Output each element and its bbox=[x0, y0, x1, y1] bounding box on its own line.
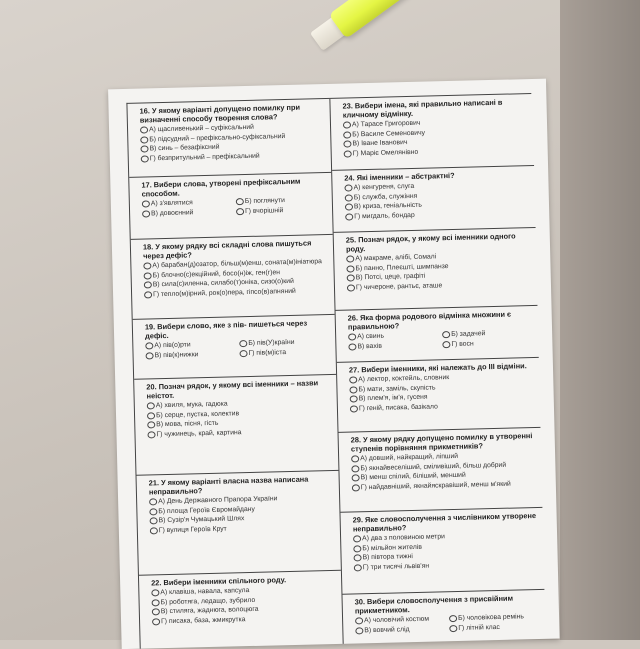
answer-bubble-icon[interactable] bbox=[348, 334, 356, 341]
answer-bubble-icon[interactable] bbox=[239, 340, 247, 347]
answer-option[interactable] bbox=[236, 205, 328, 217]
answer-bubble-icon[interactable] bbox=[353, 536, 361, 543]
answer-bubble-icon[interactable] bbox=[344, 150, 352, 157]
answer-option-label: Г) літній клас bbox=[458, 623, 500, 632]
answer-option-label: А) свинь bbox=[357, 332, 385, 341]
answer-option-label: Г) чужинець, край, картина bbox=[156, 428, 242, 439]
question-text: 17. Вибери слова, утворені префіксальним способом. bbox=[141, 176, 301, 199]
answer-option-label: Б) мати, заміль, скупість bbox=[358, 384, 436, 393]
answer-bubble-icon[interactable] bbox=[347, 275, 355, 282]
answer-bubble-icon[interactable] bbox=[146, 352, 154, 359]
answer-bubble-icon[interactable] bbox=[147, 412, 155, 419]
answer-option-label: В) вахів bbox=[357, 342, 383, 350]
answer-option-label: А) барабан(д)озатор, більш(м)енш, соната(м)ініатюра bbox=[152, 258, 322, 270]
answer-option-label: В) Сузір'я Чумацький Шлях bbox=[158, 515, 245, 525]
answer-option-label: А) макраме, алібі, Сомалі bbox=[355, 253, 437, 263]
answer-option-label: А) лектор, коктейль, словник bbox=[358, 374, 450, 384]
answer-options bbox=[349, 371, 536, 414]
answer-options bbox=[142, 195, 328, 219]
answer-bubble-icon[interactable] bbox=[345, 194, 353, 201]
answer-bubble-icon[interactable] bbox=[345, 213, 353, 220]
answer-options bbox=[147, 397, 334, 440]
answer-bubble-icon[interactable] bbox=[149, 499, 157, 506]
answer-options bbox=[140, 121, 327, 164]
question-grid bbox=[126, 93, 545, 649]
answer-bubble-icon[interactable] bbox=[442, 331, 450, 338]
answer-bubble-icon[interactable] bbox=[354, 564, 362, 571]
answer-bubble-icon[interactable] bbox=[142, 201, 150, 208]
answer-bubble-icon[interactable] bbox=[142, 210, 150, 217]
answer-option-label: В) синь – безафіксний bbox=[149, 143, 220, 153]
answer-option-label: Г) безпритульний – префіксальний bbox=[149, 152, 260, 163]
question-block bbox=[133, 315, 336, 380]
answer-bubble-icon[interactable] bbox=[343, 141, 351, 148]
answer-option-label: Б) площа Героїв Євромайдану bbox=[158, 505, 255, 515]
question-block bbox=[131, 235, 335, 320]
answer-bubble-icon[interactable] bbox=[147, 422, 155, 429]
question-text: 21. У якому варіанті власна назва написана неправильно? bbox=[148, 474, 309, 497]
answer-option-label: Г) восн bbox=[451, 340, 474, 348]
answer-option[interactable] bbox=[239, 347, 331, 359]
answer-option-label: А) чоловічий костюм bbox=[364, 615, 430, 625]
answer-bubble-icon[interactable] bbox=[349, 386, 357, 393]
answer-option[interactable] bbox=[142, 207, 234, 219]
answer-options bbox=[353, 530, 540, 573]
question-block bbox=[339, 428, 543, 513]
answer-option-label: В) сила(с)иленна, силабо(т)оніка, сизо(о)кий bbox=[152, 278, 294, 289]
answer-option-label: Г) геній, писака, базікало bbox=[358, 403, 438, 413]
answer-bubble-icon[interactable] bbox=[152, 609, 160, 616]
answer-options bbox=[351, 450, 538, 493]
answer-bubble-icon[interactable] bbox=[147, 403, 155, 410]
question-block bbox=[139, 571, 343, 649]
answer-bubble-icon[interactable] bbox=[144, 282, 152, 289]
answer-option-label: Б) служба, служіння bbox=[353, 192, 418, 201]
answer-option-label: Г) пів(м)іста bbox=[248, 348, 287, 357]
answer-option-label: А) Тарасе Григорович bbox=[351, 119, 421, 129]
answer-bubble-icon[interactable] bbox=[144, 291, 152, 298]
answer-option-label: В) півтора тижні bbox=[362, 553, 413, 562]
answer-option-label: В) криза, геніальність bbox=[353, 201, 422, 211]
answer-option[interactable] bbox=[442, 338, 534, 350]
answer-bubble-icon[interactable] bbox=[350, 405, 358, 412]
answer-option-label: Б) мільйон жителів bbox=[362, 543, 422, 552]
answer-bubble-icon[interactable] bbox=[353, 545, 361, 552]
answer-bubble-icon[interactable] bbox=[140, 136, 148, 143]
answer-bubble-icon[interactable] bbox=[345, 204, 353, 211]
answer-options bbox=[149, 493, 336, 536]
question-block bbox=[340, 508, 544, 595]
answer-option-label: В) Потсі, цеце, графіті bbox=[355, 272, 426, 282]
question-text: 16. У якому варіанті допущено помилку при визначенні способу творення слова? bbox=[139, 102, 301, 125]
answer-option-label: В) стиляга, жаднюга, волоцюга bbox=[160, 606, 259, 616]
answer-bubble-icon[interactable] bbox=[350, 396, 358, 403]
answer-bubble-icon[interactable] bbox=[348, 343, 356, 350]
answer-options bbox=[346, 250, 533, 293]
question-text: 28. У якому рядку допущено помилку в утворенні ступенів порівняння прикметників? bbox=[350, 431, 533, 454]
answer-option-label: Г) тепло(м)ірний, рок(о)пера, гіпсо(в)апняний bbox=[153, 287, 296, 299]
answer-bubble-icon[interactable] bbox=[346, 256, 354, 263]
answer-option-label: Б) панно, Плеєшті, шимпанзе bbox=[355, 262, 449, 272]
answer-bubble-icon[interactable] bbox=[442, 341, 450, 348]
answer-option-label: Б) задачей bbox=[451, 330, 486, 339]
answer-option-label: Г) три тисячі львів'ян bbox=[362, 562, 430, 572]
question-block bbox=[342, 590, 546, 649]
answer-option-label: А) кенгуреня, слуга bbox=[353, 182, 415, 192]
answer-bubble-icon[interactable] bbox=[343, 131, 351, 138]
answer-option-label: Б) серце, пустка, колектив bbox=[155, 409, 240, 419]
answer-option-label: А) День Державного Прапора України bbox=[158, 495, 278, 506]
answer-bubble-icon[interactable] bbox=[355, 618, 363, 625]
answer-bubble-icon[interactable] bbox=[347, 284, 355, 291]
question-block bbox=[332, 166, 535, 233]
answer-bubble-icon[interactable] bbox=[355, 627, 363, 634]
answer-option-label: В) Іване Іванович bbox=[352, 139, 408, 148]
question-text: 23. Вибери імена, які правильно написані в кличному відмінку. bbox=[342, 97, 503, 120]
answer-option-label: А) з'являтися bbox=[150, 199, 193, 208]
answer-option-label: В) мова, пісня, гість bbox=[156, 419, 219, 429]
answer-option-label: Б) роботяга, ледащо, зубрило bbox=[160, 596, 256, 606]
question-text: 18. У якому рядку всі складні слова пишуться через дефіс? bbox=[142, 238, 312, 261]
answer-option-label: В) вовчий слід bbox=[364, 625, 410, 634]
answer-options bbox=[344, 179, 531, 222]
answer-options bbox=[348, 328, 534, 352]
answer-option-label: В) довоєнний bbox=[151, 208, 194, 217]
answer-option[interactable] bbox=[348, 340, 440, 352]
answer-bubble-icon[interactable] bbox=[150, 527, 158, 534]
answer-bubble-icon[interactable] bbox=[449, 615, 457, 622]
answer-bubble-icon[interactable] bbox=[149, 508, 157, 515]
question-block bbox=[330, 94, 534, 171]
question-block bbox=[337, 358, 541, 433]
background-wall bbox=[560, 0, 640, 640]
question-text: 26. Яка форма родового відмінка множини є правильною? bbox=[347, 309, 512, 332]
answer-bubble-icon[interactable] bbox=[147, 431, 155, 438]
answer-option-label: Г) Маріє Омелянівно bbox=[352, 148, 419, 158]
answer-option-label: Б) підсудний – префіксально-суфіксальний bbox=[149, 132, 286, 143]
question-text: 24. Які іменники – абстрактні? bbox=[344, 170, 455, 183]
answer-bubble-icon[interactable] bbox=[354, 555, 362, 562]
answer-bubble-icon[interactable] bbox=[143, 263, 151, 270]
question-block bbox=[137, 471, 341, 576]
answer-bubble-icon[interactable] bbox=[144, 272, 152, 279]
answer-option-label: Б) якнайвеселіший, сміливіший, більш добрий bbox=[360, 461, 507, 472]
answer-bubble-icon[interactable] bbox=[150, 518, 158, 525]
answer-option-label: Б) чоловікова ремінь bbox=[458, 613, 524, 622]
answer-options bbox=[151, 584, 338, 627]
answer-option-label: А) хвиля, мука, гадюка bbox=[155, 400, 228, 410]
question-text: 30. Вибери словосполучення з присвійним прикметником. bbox=[354, 593, 514, 616]
question-text: 19. Вибери слово, яке з пів- пишеться через дефіс. bbox=[144, 318, 308, 341]
answer-option-label: Г) писака, база, жмикрутка bbox=[160, 615, 246, 625]
left-column bbox=[127, 99, 343, 649]
answer-option-label: Г) чичероне, рантьє, аташе bbox=[355, 282, 443, 292]
answer-option-label: А) клавіша, навала, капсула bbox=[160, 587, 250, 597]
answer-option[interactable] bbox=[145, 349, 237, 361]
test-sheet bbox=[108, 79, 560, 649]
question-block bbox=[129, 173, 332, 240]
answer-bubble-icon[interactable] bbox=[239, 350, 247, 357]
question-block bbox=[336, 306, 539, 363]
answer-bubble-icon[interactable] bbox=[346, 265, 354, 272]
question-text: 27. Вибери іменники, які належать до ІІІ відміни. bbox=[348, 361, 527, 375]
question-block bbox=[127, 99, 331, 178]
answer-bubble-icon[interactable] bbox=[344, 185, 352, 192]
answer-bubble-icon[interactable] bbox=[343, 122, 351, 129]
answer-option-label: В) пів(к)нижки bbox=[154, 350, 199, 359]
answer-option-label: В) плем'я, ім'я, гусеня bbox=[358, 393, 428, 403]
question-block bbox=[134, 375, 338, 476]
right-column bbox=[329, 94, 546, 649]
answer-bubble-icon[interactable] bbox=[349, 377, 357, 384]
answer-options bbox=[343, 116, 530, 159]
answer-bubble-icon[interactable] bbox=[236, 198, 244, 205]
answer-option-label: Б) Василе Семеновичу bbox=[352, 129, 426, 138]
question-text: 29. Яке словосполучення з числівником утворене неправильно? bbox=[352, 511, 537, 534]
answer-options bbox=[145, 337, 331, 361]
answer-options bbox=[355, 612, 541, 636]
answer-bubble-icon[interactable] bbox=[145, 343, 153, 350]
answer-bubble-icon[interactable] bbox=[351, 456, 359, 463]
answer-bubble-icon[interactable] bbox=[140, 146, 148, 153]
question-text: 20. Познач рядок, у якому всі іменники – назви неістот. bbox=[146, 378, 319, 401]
answer-bubble-icon[interactable] bbox=[351, 465, 359, 472]
question-block bbox=[334, 228, 538, 311]
answer-bubble-icon[interactable] bbox=[449, 625, 457, 632]
answer-bubble-icon[interactable] bbox=[352, 484, 360, 491]
answer-bubble-icon[interactable] bbox=[352, 475, 360, 482]
question-text: 25. Познач рядок, у якому всі іменники одного роду. bbox=[345, 231, 516, 254]
answer-options bbox=[143, 257, 330, 300]
answer-option[interactable] bbox=[355, 624, 447, 636]
answer-option-label: Б) поглянути bbox=[244, 197, 286, 206]
answer-option-label: Г) найдавніший, якнайяскравіший, менш м'який bbox=[360, 480, 511, 492]
answer-bubble-icon[interactable] bbox=[152, 618, 160, 625]
answer-option-label: В) менш спілий, біліший, менший bbox=[360, 471, 466, 482]
answer-option-label: Г) вчорішній bbox=[244, 206, 284, 215]
answer-bubble-icon[interactable] bbox=[140, 127, 148, 134]
answer-option-label: Г) мигдаль, бондар bbox=[354, 211, 415, 221]
answer-option-label: А) два з половиною метри bbox=[362, 533, 446, 543]
answer-bubble-icon[interactable] bbox=[141, 155, 149, 162]
answer-option-label: А) пів(о)рти bbox=[154, 341, 191, 350]
answer-option-label: А) щасливенький – суфіксальний bbox=[148, 123, 254, 134]
answer-bubble-icon[interactable] bbox=[152, 599, 160, 606]
answer-option-label: Б) блочно(с)екційний, босо(н)іж, ген(г)ен bbox=[152, 268, 281, 279]
answer-bubble-icon[interactable] bbox=[236, 208, 244, 215]
answer-option-label: Б) пів(У)країни bbox=[248, 338, 295, 347]
question-text: 22. Вибери іменники спільного роду. bbox=[151, 575, 287, 588]
answer-bubble-icon[interactable] bbox=[151, 590, 159, 597]
answer-option-label: Г) вулиця Героїв Крут bbox=[158, 525, 227, 535]
answer-option[interactable] bbox=[449, 622, 541, 634]
answer-option-label: А) довший, найкращий, ліпший bbox=[360, 452, 459, 463]
